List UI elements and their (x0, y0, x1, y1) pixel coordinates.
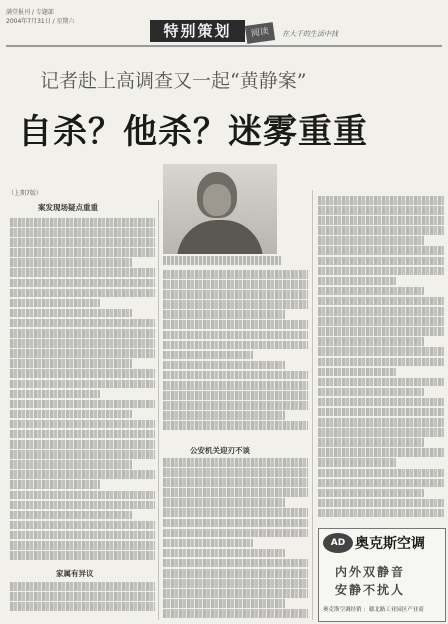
text-line (163, 458, 308, 467)
text-line (318, 458, 396, 467)
date-line: 2004年7月31日 / 星期六 (6, 18, 75, 25)
text-line (318, 257, 444, 266)
text-line (10, 329, 155, 338)
text-line (10, 380, 155, 389)
column-divider (312, 190, 313, 620)
text-line (318, 327, 444, 336)
text-line (10, 369, 155, 378)
text-line (318, 509, 444, 518)
text-line (318, 216, 444, 225)
text-line (10, 390, 100, 399)
text-line (318, 418, 444, 427)
text-line (10, 339, 155, 348)
text-line (10, 450, 155, 459)
text-line (163, 320, 308, 329)
text-line (163, 280, 308, 289)
text-line (163, 341, 308, 350)
text-line (10, 258, 132, 267)
subhead-family: 家属有异议 (56, 569, 94, 578)
text-line (318, 246, 444, 255)
text-line (318, 287, 424, 296)
ad-logo: AD (323, 533, 353, 553)
text-line (10, 501, 155, 510)
text-line (10, 319, 155, 328)
text-line (163, 300, 308, 309)
masthead-info (6, 8, 75, 26)
text-line (10, 521, 155, 530)
text-line (10, 289, 155, 298)
text-line (318, 236, 424, 245)
text-line (10, 460, 132, 469)
section-banner: 特别策划 (150, 20, 245, 42)
text-line (163, 478, 308, 487)
text-line (318, 388, 424, 397)
text-line (10, 551, 155, 560)
text-line (163, 381, 308, 390)
text-line (318, 307, 444, 316)
text-line (10, 602, 155, 611)
text-line (163, 468, 308, 477)
text-line (10, 531, 155, 540)
text-line (163, 411, 285, 420)
text-line (318, 469, 444, 478)
text-line (163, 579, 308, 588)
text-line (318, 337, 424, 346)
text-line (10, 420, 155, 429)
text-line (10, 470, 155, 479)
text-line (10, 541, 155, 550)
text-line (10, 410, 132, 419)
article-kicker: 记者赴上高调查又一起“黄静案” (40, 70, 307, 92)
text-line (318, 206, 444, 215)
text-line (163, 351, 253, 360)
subhead-crime-scene: 案发现场疑点重重 (38, 203, 98, 212)
text-line (318, 428, 444, 437)
text-line (163, 331, 308, 340)
text-line (163, 488, 308, 497)
photo-figure-body (177, 220, 263, 254)
text-line (163, 361, 285, 370)
text-line (10, 349, 155, 358)
body-column-left-bottom (10, 582, 155, 620)
body-column-left (10, 218, 155, 563)
text-line (318, 448, 444, 457)
text-line (163, 508, 308, 517)
text-line (10, 480, 100, 489)
ad-footer: 奥克斯空调经销 ：赣北路工业园区产业商 (323, 607, 424, 613)
text-line (318, 267, 444, 276)
text-line (163, 589, 308, 598)
text-line (318, 438, 424, 447)
text-line (163, 519, 308, 528)
body-column-middle-bottom (163, 458, 308, 620)
section-tagline: 在大千的生活中找 (282, 30, 338, 38)
body-column-middle (163, 270, 308, 438)
text-line (10, 279, 155, 288)
ad-slogan-2: 安静不扰人 (335, 583, 406, 597)
text-line (318, 347, 444, 356)
text-line (10, 582, 155, 591)
text-line (10, 430, 155, 439)
text-line (10, 592, 155, 601)
header-rule (6, 45, 442, 47)
text-line (10, 218, 155, 227)
text-line (10, 228, 155, 237)
text-line (10, 440, 155, 449)
body-column-right (318, 196, 444, 522)
text-line (163, 599, 285, 608)
text-line (318, 489, 424, 498)
text-line (318, 368, 396, 377)
portrait-photo (163, 164, 277, 254)
text-line (318, 408, 444, 417)
text-line (163, 270, 308, 279)
text-line (10, 359, 132, 368)
text-line (163, 529, 308, 538)
text-line (318, 398, 444, 407)
section-stamp: 阅读 (245, 22, 275, 44)
text-line (318, 297, 444, 306)
text-line (163, 609, 308, 618)
article-source: （上期7版） (8, 190, 42, 197)
text-line (163, 401, 308, 410)
text-line (163, 539, 253, 548)
ad-slogan-1: 内外双静音 (335, 565, 406, 579)
text-line (10, 248, 155, 257)
photo-caption (163, 256, 281, 265)
text-line (163, 391, 308, 400)
photo-figure-face (203, 184, 231, 216)
subhead-police: 公安机关迎刃不谈 (190, 446, 250, 455)
column-divider (158, 200, 159, 620)
text-line (10, 299, 100, 308)
text-line (318, 317, 444, 326)
text-line (318, 196, 444, 205)
text-line (163, 498, 285, 507)
text-line (318, 277, 396, 286)
paper-name: 满堂报刊 / 专题部 (6, 9, 54, 16)
text-line (163, 559, 308, 568)
text-line (10, 491, 155, 500)
ad-brand: 奥克斯空调 (355, 536, 425, 552)
text-line (318, 499, 444, 508)
text-line (10, 511, 132, 520)
text-line (10, 268, 155, 277)
text-line (163, 549, 285, 558)
text-line (163, 569, 308, 578)
text-line (163, 290, 308, 299)
article-headline: 自杀？他杀？迷雾重重 (18, 112, 368, 152)
text-line (10, 400, 155, 409)
text-line (318, 378, 444, 387)
text-line (163, 421, 308, 430)
text-line (163, 371, 308, 380)
text-line (318, 358, 444, 367)
text-line (10, 238, 155, 247)
text-line (163, 310, 285, 319)
text-line (10, 309, 132, 318)
text-line (318, 226, 444, 235)
advertisement (318, 528, 446, 622)
text-line (318, 479, 444, 488)
